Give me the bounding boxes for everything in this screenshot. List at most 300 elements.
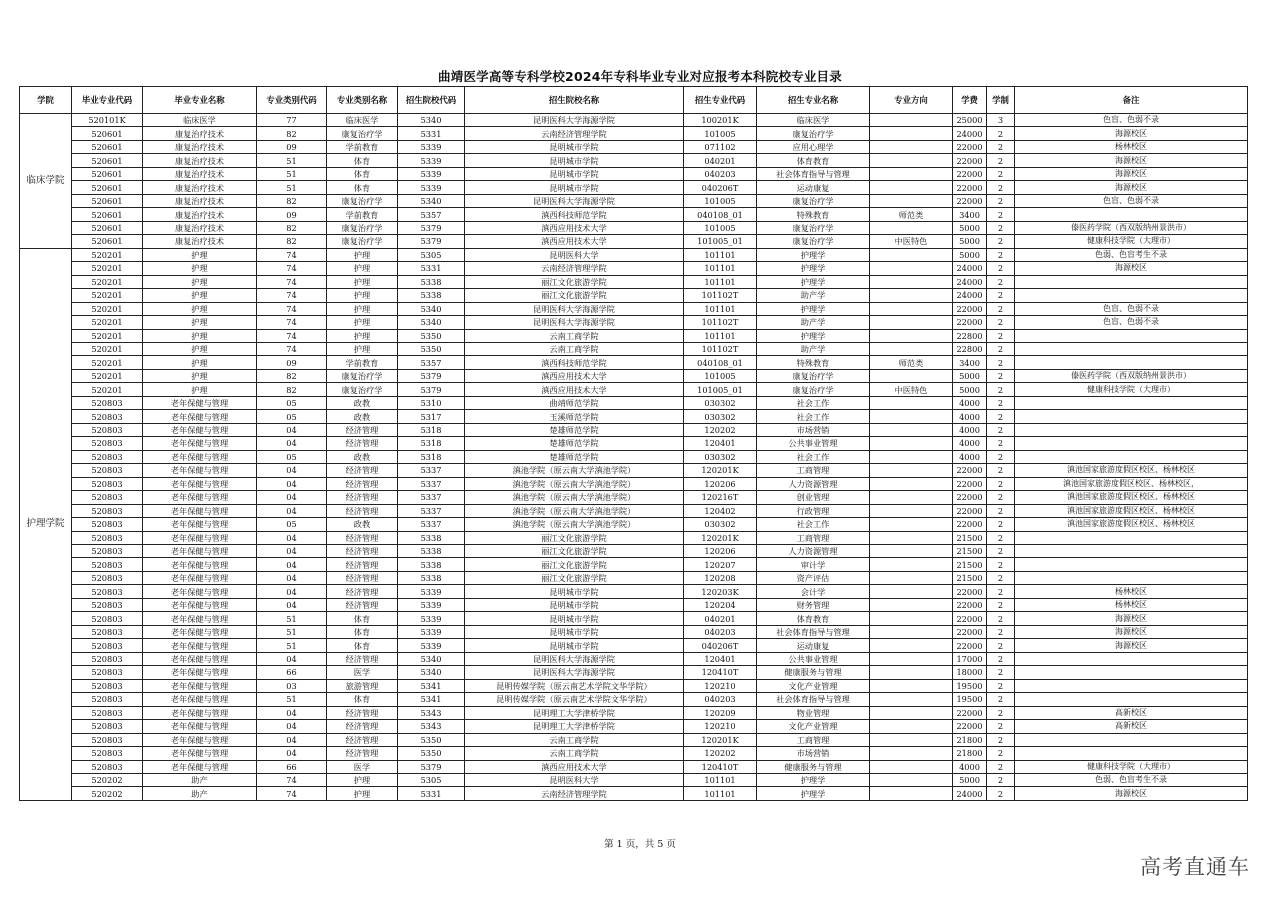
table-cell: 运动康复 bbox=[757, 181, 870, 194]
table-cell: 520803 bbox=[72, 437, 143, 450]
table-cell: 4000 bbox=[953, 410, 987, 423]
table-cell: 04 bbox=[257, 706, 327, 719]
table-cell bbox=[870, 491, 953, 504]
table-cell: 经济管理 bbox=[327, 733, 398, 746]
table-cell: 74 bbox=[257, 248, 327, 261]
table-cell: 老年保健与管理 bbox=[143, 504, 257, 517]
table-cell: 2 bbox=[987, 787, 1015, 800]
table-cell: 2 bbox=[987, 127, 1015, 140]
table-cell: 520201 bbox=[72, 342, 143, 355]
table-cell: 100201K bbox=[684, 114, 757, 127]
table-cell: 政教 bbox=[327, 518, 398, 531]
table-cell: 22000 bbox=[953, 140, 987, 153]
table-cell: 520803 bbox=[72, 531, 143, 544]
table-cell: 经济管理 bbox=[327, 531, 398, 544]
table-row bbox=[20, 518, 1248, 531]
table-cell: 社会工作 bbox=[757, 518, 870, 531]
table-cell: 5317 bbox=[398, 410, 465, 423]
table-cell: 120401 bbox=[684, 437, 757, 450]
table-cell bbox=[870, 598, 953, 611]
table-cell bbox=[870, 518, 953, 531]
table-cell: 体育 bbox=[327, 625, 398, 638]
table-cell: 玉溪师范学院 bbox=[465, 410, 684, 423]
table-cell bbox=[870, 720, 953, 733]
table-cell bbox=[1015, 558, 1248, 571]
table-cell: 2 bbox=[987, 612, 1015, 625]
table-cell: 丽江文化旅游学院 bbox=[465, 275, 684, 288]
table-cell: 4000 bbox=[953, 437, 987, 450]
table-cell: 520803 bbox=[72, 558, 143, 571]
table-cell: 101005 bbox=[684, 369, 757, 382]
table-cell bbox=[870, 450, 953, 463]
table-cell bbox=[1015, 450, 1248, 463]
table-cell bbox=[870, 571, 953, 584]
table-cell: 经济管理 bbox=[327, 464, 398, 477]
table-cell: 520803 bbox=[72, 720, 143, 733]
table-cell: 2 bbox=[987, 706, 1015, 719]
table-cell: 120204 bbox=[684, 598, 757, 611]
table-cell: 520803 bbox=[72, 423, 143, 436]
table-cell: 520201 bbox=[72, 248, 143, 261]
table-cell: 071102 bbox=[684, 140, 757, 153]
table-cell: 滇西科技师范学院 bbox=[465, 356, 684, 369]
table-row bbox=[20, 329, 1248, 342]
table-row bbox=[20, 612, 1248, 625]
table-cell: 护理 bbox=[327, 342, 398, 355]
table-cell: 云南工商学院 bbox=[465, 747, 684, 760]
table-cell: 海源校区 bbox=[1015, 262, 1248, 275]
table-cell: 老年保健与管理 bbox=[143, 598, 257, 611]
table-cell: 120401 bbox=[684, 652, 757, 665]
table-cell: 健康服务与管理 bbox=[757, 666, 870, 679]
table-cell: 2 bbox=[987, 666, 1015, 679]
table-cell: 22000 bbox=[953, 706, 987, 719]
table-cell bbox=[1015, 396, 1248, 409]
table-cell: 健康科技学院（大理市） bbox=[1015, 760, 1248, 773]
table-cell: 滇池国家旅游度假区校区、杨林校区， bbox=[1015, 477, 1248, 490]
table-row bbox=[20, 706, 1248, 719]
table-cell: 高新校区 bbox=[1015, 720, 1248, 733]
table-cell: 520601 bbox=[72, 127, 143, 140]
table-row bbox=[20, 181, 1248, 194]
table-cell: 5339 bbox=[398, 140, 465, 153]
table-cell: 2 bbox=[987, 518, 1015, 531]
table-cell: 5000 bbox=[953, 248, 987, 261]
table-cell: 74 bbox=[257, 773, 327, 786]
table-cell: 市场营销 bbox=[757, 747, 870, 760]
table-row bbox=[20, 289, 1248, 302]
table-cell bbox=[870, 302, 953, 315]
table-cell: 老年保健与管理 bbox=[143, 639, 257, 652]
table-cell: 040203 bbox=[684, 167, 757, 180]
table-cell: 昆明传媒学院（原云南艺术学院文华学院） bbox=[465, 693, 684, 706]
table-cell: 21800 bbox=[953, 733, 987, 746]
table-cell: 520803 bbox=[72, 666, 143, 679]
table-cell: 康复治疗学 bbox=[757, 383, 870, 396]
table-cell bbox=[1015, 666, 1248, 679]
table-cell: 74 bbox=[257, 342, 327, 355]
table-cell: 工商管理 bbox=[757, 531, 870, 544]
table-cell: 520601 bbox=[72, 194, 143, 207]
table-cell: 520201 bbox=[72, 262, 143, 275]
table-cell: 520201 bbox=[72, 289, 143, 302]
table-header-row bbox=[20, 87, 1248, 114]
table-cell: 120201K bbox=[684, 531, 757, 544]
table-cell: 老年保健与管理 bbox=[143, 558, 257, 571]
table-cell: 5338 bbox=[398, 571, 465, 584]
table-cell: 520201 bbox=[72, 383, 143, 396]
table-row bbox=[20, 733, 1248, 746]
table-cell: 82 bbox=[257, 221, 327, 234]
table-cell bbox=[1015, 652, 1248, 665]
table-cell: 5310 bbox=[398, 396, 465, 409]
table-cell: 120410T bbox=[684, 666, 757, 679]
table-cell: 色盲、色弱不录 bbox=[1015, 114, 1248, 127]
table-row bbox=[20, 248, 1248, 261]
table-cell: 520803 bbox=[72, 625, 143, 638]
table-cell: 康复治疗学 bbox=[757, 127, 870, 140]
table-row bbox=[20, 262, 1248, 275]
table-cell bbox=[870, 558, 953, 571]
table-cell: 21500 bbox=[953, 531, 987, 544]
table-cell: 101102T bbox=[684, 342, 757, 355]
table-cell: 护理 bbox=[143, 248, 257, 261]
table-cell: 滇池学院（原云南大学滇池学院） bbox=[465, 464, 684, 477]
table-cell: 护理 bbox=[143, 383, 257, 396]
table-cell: 101101 bbox=[684, 262, 757, 275]
table-cell bbox=[870, 275, 953, 288]
table-cell: 5331 bbox=[398, 262, 465, 275]
table-cell: 120208 bbox=[684, 571, 757, 584]
table-cell bbox=[1015, 437, 1248, 450]
table-cell: 5339 bbox=[398, 625, 465, 638]
table-cell: 5000 bbox=[953, 221, 987, 234]
table-cell: 5379 bbox=[398, 369, 465, 382]
table-cell: 康复治疗学 bbox=[757, 235, 870, 248]
table-cell: 51 bbox=[257, 167, 327, 180]
table-cell: 3400 bbox=[953, 208, 987, 221]
table-cell: 楚雄师范学院 bbox=[465, 450, 684, 463]
table-cell: 护理 bbox=[327, 289, 398, 302]
column-header: 专业方向 bbox=[870, 87, 953, 114]
table-row bbox=[20, 221, 1248, 234]
table-cell: 杨林校区 bbox=[1015, 140, 1248, 153]
column-header: 毕业专业代码 bbox=[72, 87, 143, 114]
table-cell bbox=[870, 167, 953, 180]
table-cell: 昆明传媒学院（原云南艺术学院文华学院） bbox=[465, 679, 684, 692]
table-cell: 康复治疗技术 bbox=[143, 221, 257, 234]
table-cell: 康复治疗学 bbox=[327, 127, 398, 140]
table-cell: 老年保健与管理 bbox=[143, 423, 257, 436]
table-cell: 老年保健与管理 bbox=[143, 679, 257, 692]
table-cell bbox=[870, 140, 953, 153]
table-cell: 社会工作 bbox=[757, 396, 870, 409]
table-cell: 74 bbox=[257, 316, 327, 329]
table-cell: 审计学 bbox=[757, 558, 870, 571]
table-cell: 老年保健与管理 bbox=[143, 531, 257, 544]
table-cell: 昆明医科大学海源学院 bbox=[465, 302, 684, 315]
table-cell: 医学 bbox=[327, 666, 398, 679]
table-cell bbox=[1015, 289, 1248, 302]
table-row bbox=[20, 666, 1248, 679]
table-cell: 滇池学院（原云南大学滇池学院） bbox=[465, 504, 684, 517]
table-cell: 海源校区 bbox=[1015, 127, 1248, 140]
table-cell: 政教 bbox=[327, 396, 398, 409]
table-cell: 2 bbox=[987, 396, 1015, 409]
table-cell: 康复治疗技术 bbox=[143, 181, 257, 194]
table-cell: 520803 bbox=[72, 545, 143, 558]
table-cell bbox=[870, 289, 953, 302]
table-cell: 2 bbox=[987, 329, 1015, 342]
table-cell: 傣医药学院（西双版纳州景洪市） bbox=[1015, 221, 1248, 234]
table-cell bbox=[870, 639, 953, 652]
table-cell: 康复治疗学 bbox=[327, 235, 398, 248]
table-cell: 老年保健与管理 bbox=[143, 477, 257, 490]
table-cell: 老年保健与管理 bbox=[143, 612, 257, 625]
table-cell: 040201 bbox=[684, 612, 757, 625]
table-row bbox=[20, 571, 1248, 584]
table-cell bbox=[870, 437, 953, 450]
table-cell: 040108_01 bbox=[684, 356, 757, 369]
table-cell: 康复治疗学 bbox=[757, 221, 870, 234]
table-cell: 护理学 bbox=[757, 787, 870, 800]
table-cell: 色盲、色弱不录 bbox=[1015, 302, 1248, 315]
table-cell: 03 bbox=[257, 679, 327, 692]
table-cell: 社会体育指导与管理 bbox=[757, 693, 870, 706]
table-cell bbox=[870, 679, 953, 692]
table-cell: 120201K bbox=[684, 733, 757, 746]
table-cell: 昆明理工大学津桥学院 bbox=[465, 720, 684, 733]
table-cell bbox=[870, 531, 953, 544]
table-cell: 5331 bbox=[398, 127, 465, 140]
table-cell: 2 bbox=[987, 248, 1015, 261]
table-cell: 2 bbox=[987, 571, 1015, 584]
table-cell: 21800 bbox=[953, 747, 987, 760]
college-cell: 护理学院 bbox=[20, 248, 72, 800]
table-cell: 77 bbox=[257, 114, 327, 127]
table-row bbox=[20, 787, 1248, 800]
table-cell: 老年保健与管理 bbox=[143, 652, 257, 665]
table-cell: 丽江文化旅游学院 bbox=[465, 289, 684, 302]
table-cell: 行政管理 bbox=[757, 504, 870, 517]
table-cell: 老年保健与管理 bbox=[143, 747, 257, 760]
table-cell: 云南经济管理学院 bbox=[465, 127, 684, 140]
table-cell bbox=[870, 154, 953, 167]
column-header: 学费 bbox=[953, 87, 987, 114]
table-cell: 2 bbox=[987, 316, 1015, 329]
table-cell: 5305 bbox=[398, 248, 465, 261]
table-cell: 滇西应用技术大学 bbox=[465, 235, 684, 248]
table-cell: 经济管理 bbox=[327, 598, 398, 611]
table-cell: 101005 bbox=[684, 194, 757, 207]
table-cell: 04 bbox=[257, 423, 327, 436]
table-cell bbox=[1015, 531, 1248, 544]
table-cell: 21500 bbox=[953, 545, 987, 558]
table-cell: 5350 bbox=[398, 329, 465, 342]
table-row bbox=[20, 154, 1248, 167]
table-cell: 3 bbox=[987, 114, 1015, 127]
table-cell: 经济管理 bbox=[327, 491, 398, 504]
table-cell: 经济管理 bbox=[327, 437, 398, 450]
table-cell: 色弱、色盲考生不录 bbox=[1015, 248, 1248, 261]
table-cell: 22000 bbox=[953, 491, 987, 504]
table-cell: 120209 bbox=[684, 706, 757, 719]
table-cell: 护理 bbox=[143, 329, 257, 342]
table-cell: 老年保健与管理 bbox=[143, 450, 257, 463]
table-cell: 康复治疗学 bbox=[327, 383, 398, 396]
table-row bbox=[20, 369, 1248, 382]
table-row bbox=[20, 598, 1248, 611]
table-cell: 520803 bbox=[72, 679, 143, 692]
table-cell: 520201 bbox=[72, 316, 143, 329]
table-cell: 学前教育 bbox=[327, 208, 398, 221]
table-cell: 5337 bbox=[398, 491, 465, 504]
table-cell: 社会工作 bbox=[757, 410, 870, 423]
table-cell: 74 bbox=[257, 275, 327, 288]
table-cell: 昆明城市学院 bbox=[465, 181, 684, 194]
table-cell: 色弱、色盲考生不录 bbox=[1015, 773, 1248, 786]
table-body bbox=[20, 114, 1248, 801]
table-cell: 昆明城市学院 bbox=[465, 154, 684, 167]
table-cell: 资产评估 bbox=[757, 571, 870, 584]
table-cell: 101101 bbox=[684, 773, 757, 786]
table-cell: 520803 bbox=[72, 464, 143, 477]
table-cell: 5339 bbox=[398, 154, 465, 167]
table-cell: 体育教育 bbox=[757, 154, 870, 167]
table-cell: 18000 bbox=[953, 666, 987, 679]
table-cell: 2 bbox=[987, 167, 1015, 180]
table-row bbox=[20, 720, 1248, 733]
table-cell: 09 bbox=[257, 140, 327, 153]
table-cell: 520201 bbox=[72, 275, 143, 288]
table-cell bbox=[870, 329, 953, 342]
table-cell: 24000 bbox=[953, 275, 987, 288]
table-cell: 体育 bbox=[327, 167, 398, 180]
table-cell: 520202 bbox=[72, 787, 143, 800]
table-cell: 2 bbox=[987, 154, 1015, 167]
table-cell: 护理 bbox=[143, 275, 257, 288]
table-cell: 04 bbox=[257, 571, 327, 584]
table-cell bbox=[870, 248, 953, 261]
table-cell: 22000 bbox=[953, 625, 987, 638]
table-cell: 520202 bbox=[72, 773, 143, 786]
table-cell: 120210 bbox=[684, 720, 757, 733]
table-cell: 高新校区 bbox=[1015, 706, 1248, 719]
table-cell: 5340 bbox=[398, 114, 465, 127]
table-cell: 2 bbox=[987, 639, 1015, 652]
table-cell: 51 bbox=[257, 181, 327, 194]
table-cell: 公共事业管理 bbox=[757, 652, 870, 665]
table-cell: 5318 bbox=[398, 450, 465, 463]
table-cell: 04 bbox=[257, 464, 327, 477]
table-cell: 体育教育 bbox=[757, 612, 870, 625]
table-cell bbox=[1015, 208, 1248, 221]
table-cell bbox=[870, 410, 953, 423]
table-cell: 51 bbox=[257, 154, 327, 167]
table-cell: 4000 bbox=[953, 423, 987, 436]
table-cell: 云南经济管理学院 bbox=[465, 262, 684, 275]
column-header: 毕业专业名称 bbox=[143, 87, 257, 114]
table-cell: 5000 bbox=[953, 369, 987, 382]
table-row bbox=[20, 114, 1248, 127]
table-cell bbox=[870, 585, 953, 598]
table-cell: 2 bbox=[987, 437, 1015, 450]
table-row bbox=[20, 477, 1248, 490]
table-cell bbox=[870, 625, 953, 638]
table-cell: 2 bbox=[987, 477, 1015, 490]
table-cell: 030302 bbox=[684, 450, 757, 463]
table-cell: 5357 bbox=[398, 356, 465, 369]
table-cell: 5318 bbox=[398, 423, 465, 436]
table-cell: 护理 bbox=[327, 329, 398, 342]
table-cell: 22000 bbox=[953, 154, 987, 167]
table-cell: 护理学 bbox=[757, 275, 870, 288]
table-cell: 经济管理 bbox=[327, 545, 398, 558]
table-cell: 护理学 bbox=[757, 262, 870, 275]
table-cell: 康复治疗技术 bbox=[143, 127, 257, 140]
table-cell bbox=[1015, 733, 1248, 746]
table-cell bbox=[870, 194, 953, 207]
table-cell: 护理学 bbox=[757, 248, 870, 261]
table-cell: 101101 bbox=[684, 787, 757, 800]
table-cell bbox=[1015, 679, 1248, 692]
table-cell: 老年保健与管理 bbox=[143, 625, 257, 638]
table-row bbox=[20, 235, 1248, 248]
table-row bbox=[20, 531, 1248, 544]
table-cell: 护理 bbox=[143, 289, 257, 302]
table-cell: 老年保健与管理 bbox=[143, 706, 257, 719]
table-cell: 体育 bbox=[327, 154, 398, 167]
table-cell: 昆明医科大学海源学院 bbox=[465, 652, 684, 665]
table-cell: 滇西科技师范学院 bbox=[465, 208, 684, 221]
table-cell: 120402 bbox=[684, 504, 757, 517]
table-row bbox=[20, 302, 1248, 315]
table-cell: 04 bbox=[257, 585, 327, 598]
column-header: 学制 bbox=[987, 87, 1015, 114]
column-header: 学院 bbox=[20, 87, 72, 114]
table-cell: 护理 bbox=[327, 248, 398, 261]
table-cell: 520201 bbox=[72, 329, 143, 342]
table-cell: 康复治疗技术 bbox=[143, 154, 257, 167]
table-cell: 520803 bbox=[72, 747, 143, 760]
table-cell: 昆明城市学院 bbox=[465, 612, 684, 625]
table-cell: 助产学 bbox=[757, 316, 870, 329]
table-cell: 护理 bbox=[327, 773, 398, 786]
table-cell: 社会工作 bbox=[757, 450, 870, 463]
table-cell bbox=[870, 181, 953, 194]
table-cell: 2 bbox=[987, 356, 1015, 369]
table-cell: 2 bbox=[987, 598, 1015, 611]
table-cell: 康复治疗技术 bbox=[143, 235, 257, 248]
table-cell: 昆明城市学院 bbox=[465, 639, 684, 652]
table-cell bbox=[870, 464, 953, 477]
table-cell: 康复治疗学 bbox=[327, 221, 398, 234]
table-cell: 22000 bbox=[953, 477, 987, 490]
table-cell: 51 bbox=[257, 625, 327, 638]
table-row bbox=[20, 504, 1248, 517]
table-cell: 丽江文化旅游学院 bbox=[465, 558, 684, 571]
table-cell: 520803 bbox=[72, 733, 143, 746]
table-cell: 120206 bbox=[684, 477, 757, 490]
table-cell: 520601 bbox=[72, 235, 143, 248]
table-cell: 护理学 bbox=[757, 773, 870, 786]
table-cell: 5338 bbox=[398, 545, 465, 558]
page-title: 曲靖医学高等专科学校2024年专科毕业专业对应报考本科院校专业目录 bbox=[438, 69, 842, 84]
table-cell: 5339 bbox=[398, 585, 465, 598]
table-cell: 中医特色 bbox=[870, 383, 953, 396]
table-cell: 120203K bbox=[684, 585, 757, 598]
table-cell: 040206T bbox=[684, 639, 757, 652]
